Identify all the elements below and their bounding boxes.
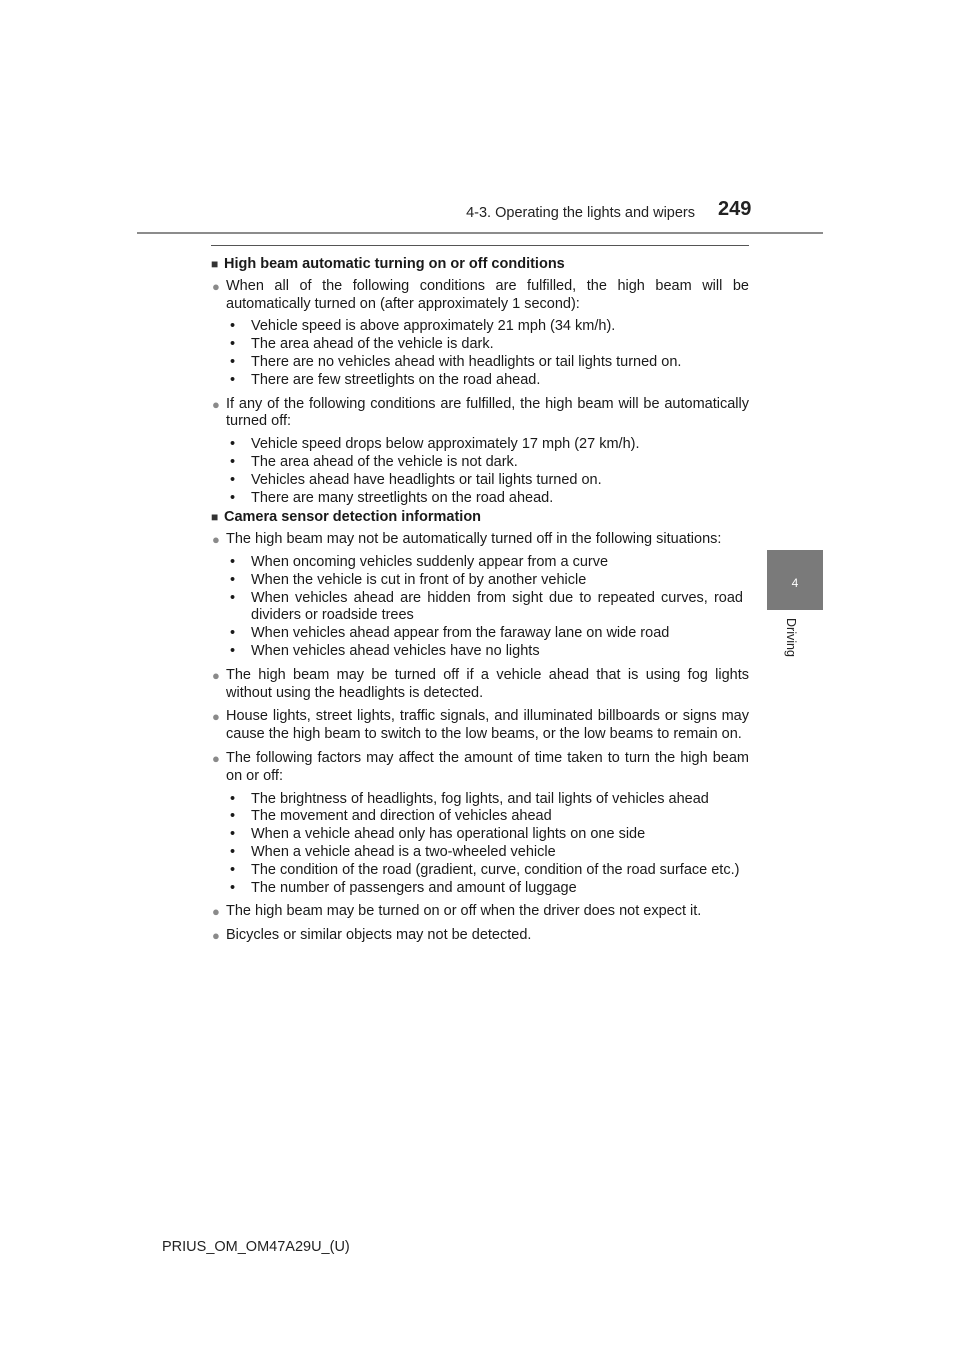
bullet-text: When all of the following conditions are fulfilled, the high beam will be automatically turned on (after approximately 1 second): <box>226 277 749 312</box>
circle-bullet-icon: ● <box>212 709 220 725</box>
sub-list-item: • Vehicles ahead have headlights or tail lights turned on. <box>226 472 749 490</box>
chapter-number: 4 <box>791 576 799 590</box>
section-heading <box>211 256 749 274</box>
chapter-label: Driving <box>784 618 798 657</box>
sub-list-item: • The brightness of headlights, fog lights, and tail lights of vehicles ahead <box>226 791 749 809</box>
document-id: PRIUS_OM_OM47A29U_(U) <box>162 1239 350 1255</box>
page-number: 249 <box>718 198 752 220</box>
bullet-text: Bicycles or similar objects may not be detected. <box>226 927 532 944</box>
chapter-tab <box>767 550 823 610</box>
sub-list-item: • There are no vehicles ahead with headlights or tail lights turned on. <box>226 354 749 372</box>
bullet-item <box>211 750 749 786</box>
bullet-item <box>211 708 749 744</box>
content-divider <box>211 245 749 246</box>
bullet-text: The high beam may be turned on or off when the driver does not expect it. <box>226 903 702 920</box>
sub-list-item: • When a vehicle ahead is a two-wheeled vehicle <box>226 844 749 862</box>
sub-list-item: • There are few streetlights on the road ahead. <box>226 372 749 390</box>
sub-list-item: • Vehicle speed is above approximately 21 mph (34 km/h). <box>226 318 749 336</box>
bullet-text: House lights, street lights, traffic signals, and illuminated billboards or signs may cause the high beam to switch to the low beams, or the low beams to remain on. <box>226 708 749 743</box>
sub-list <box>226 554 749 661</box>
circle-bullet-icon: ● <box>212 904 220 920</box>
sub-list-item: • When oncoming vehicles suddenly appear from a curve <box>226 554 749 572</box>
bullet-text: The high beam may not be automatically turned off in the following situations: <box>226 531 722 548</box>
bullet-item <box>211 278 749 314</box>
circle-bullet-icon: ● <box>212 667 220 683</box>
sub-list-item: • The area ahead of the vehicle is not dark. <box>226 454 749 472</box>
section-title: 4-3. Operating the lights and wipers <box>466 205 695 221</box>
sub-list-item: • When vehicles ahead appear from the faraway lane on wide road <box>226 625 749 643</box>
bullet-item <box>211 531 749 549</box>
section-heading <box>211 509 749 527</box>
bullet-item <box>211 396 749 432</box>
heading-text: Camera sensor detection information <box>224 509 482 526</box>
bullet-text: The high beam may be turned off if a vehicle ahead that is using fog lights without using the headlights is detected. <box>226 666 749 701</box>
circle-bullet-icon: ● <box>212 278 220 294</box>
bullet-item <box>211 667 749 703</box>
page-content <box>211 256 749 945</box>
sub-list-item: • The area ahead of the vehicle is dark. <box>226 336 749 354</box>
circle-bullet-icon: ● <box>212 928 220 944</box>
bullet-item <box>211 927 749 945</box>
sub-list-item: • When vehicles ahead vehicles have no lights <box>226 643 749 661</box>
sub-list <box>226 791 749 898</box>
square-bullet-icon: ■ <box>211 257 219 271</box>
sub-list-item: • The movement and direction of vehicles ahead <box>226 808 749 826</box>
header-divider <box>137 232 823 234</box>
circle-bullet-icon: ● <box>212 532 220 548</box>
bullet-text: If any of the following conditions are fulfilled, the high beam will be automatically turned off: <box>226 395 749 430</box>
circle-bullet-icon: ● <box>212 396 220 412</box>
bullet-text: The following factors may affect the amount of time taken to turn the high beam on or off: <box>226 749 749 784</box>
sub-list <box>226 318 749 389</box>
sub-list-item: • The condition of the road (gradient, curve, condition of the road surface etc.) <box>226 862 749 880</box>
bullet-item <box>211 903 749 921</box>
sub-list-item: • When a vehicle ahead only has operational lights on one side <box>226 826 749 844</box>
heading-text: High beam automatic turning on or off conditions <box>224 256 565 272</box>
sub-list-item: • When vehicles ahead are hidden from sight due to repeated curves, road dividers or roadside trees <box>226 590 749 626</box>
sub-list-item: • The number of passengers and amount of luggage <box>226 880 749 898</box>
sub-list-item: • There are many streetlights on the road ahead. <box>226 490 749 508</box>
sub-list <box>226 436 749 507</box>
square-bullet-icon: ■ <box>211 510 219 525</box>
sub-list-item: • Vehicle speed drops below approximately 17 mph (27 km/h). <box>226 436 749 454</box>
sub-list-item: • When the vehicle is cut in front of by another vehicle <box>226 572 749 590</box>
circle-bullet-icon: ● <box>212 750 220 766</box>
